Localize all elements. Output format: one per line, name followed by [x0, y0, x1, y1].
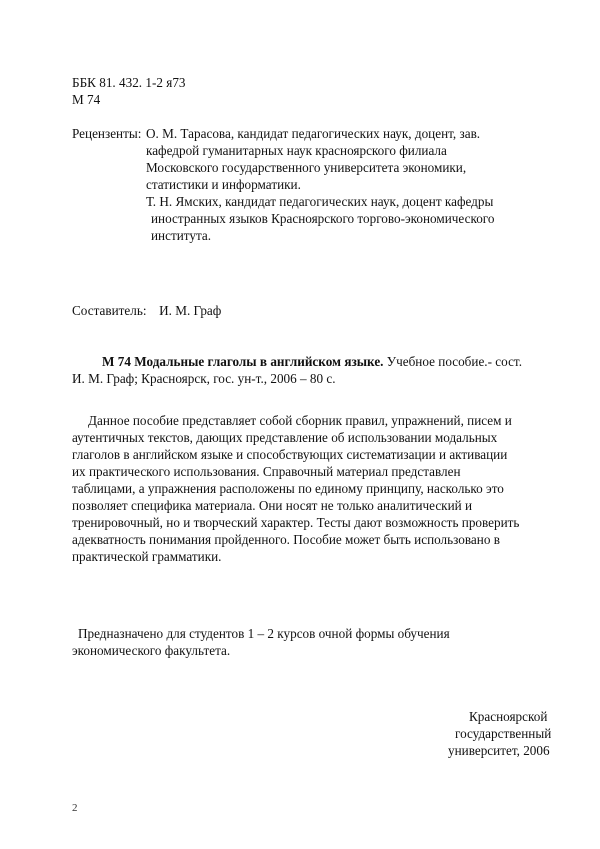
publisher-line: государственный [455, 726, 552, 741]
reviewer-line: института. [151, 228, 212, 243]
audience-line: Предназначено для студентов 1 – 2 курсов очной формы обучения [78, 626, 450, 641]
audience-line: экономического факультета. [72, 643, 231, 658]
reviewers-label: Рецензенты: [72, 126, 142, 141]
book-title: М 74 Модальные глаголы в английском языке. [102, 354, 384, 369]
reviewer-line: Московского государственного университета экономики, [146, 160, 467, 175]
abstract-line: глаголов в английском языке и способствующих систематизации и активации [72, 447, 508, 462]
bbk-code: ББК 81. 432. 1-2 я73 [72, 75, 186, 90]
publisher-line: Красноярской [469, 709, 548, 724]
abstract-line: таблицами, а упражнения расположены по единому принципу, насколько это [72, 481, 504, 496]
reviewer-line: Т. Н. Ямских, кандидат педагогических наук, доцент кафедры [146, 194, 494, 209]
reviewer-line: кафедрой гуманитарных наук красноярского филиала [146, 143, 447, 158]
abstract-line: позволяет специфика материала. Они носят не только аналитический и [72, 498, 473, 513]
abstract-line: их практического использования. Справочный материал представлен [72, 464, 461, 479]
abstract-line: практической грамматики. [72, 549, 222, 564]
catalog-code: М 74 [72, 92, 101, 107]
reviewer-line: иностранных языков Красноярского торгово-экономического [151, 211, 495, 226]
compiler-name: И. М. Граф [159, 303, 222, 318]
bibliography-details: И. М. Граф; Красноярск, гос. ун-т., 2006 – 80 с. [72, 371, 336, 386]
reviewer-line: статистики и информатики. [146, 177, 301, 192]
abstract-line: тренировочный, но и творческий характер. Тесты дают возможность проверить [72, 515, 520, 530]
abstract-line: Данное пособие представляет собой сборник правил, упражнений, писем и [88, 413, 512, 428]
abstract-line: адекватность понимания пройденного. Пособие может быть использовано в [72, 532, 500, 547]
page-number: 2 [72, 802, 78, 814]
abstract-line: аутентичных текстов, дающих представление об использовании модальных [72, 430, 498, 445]
compiler-line [72, 302, 221, 319]
reviewer-line: О. М. Тарасова, кандидат педагогических наук, доцент, зав. [146, 126, 481, 141]
book-type: Учебное пособие.- сост. [383, 354, 522, 369]
bibliography-line [102, 353, 522, 370]
compiler-label: Составитель: [72, 303, 147, 318]
publisher-line: университет, 2006 [448, 743, 550, 758]
